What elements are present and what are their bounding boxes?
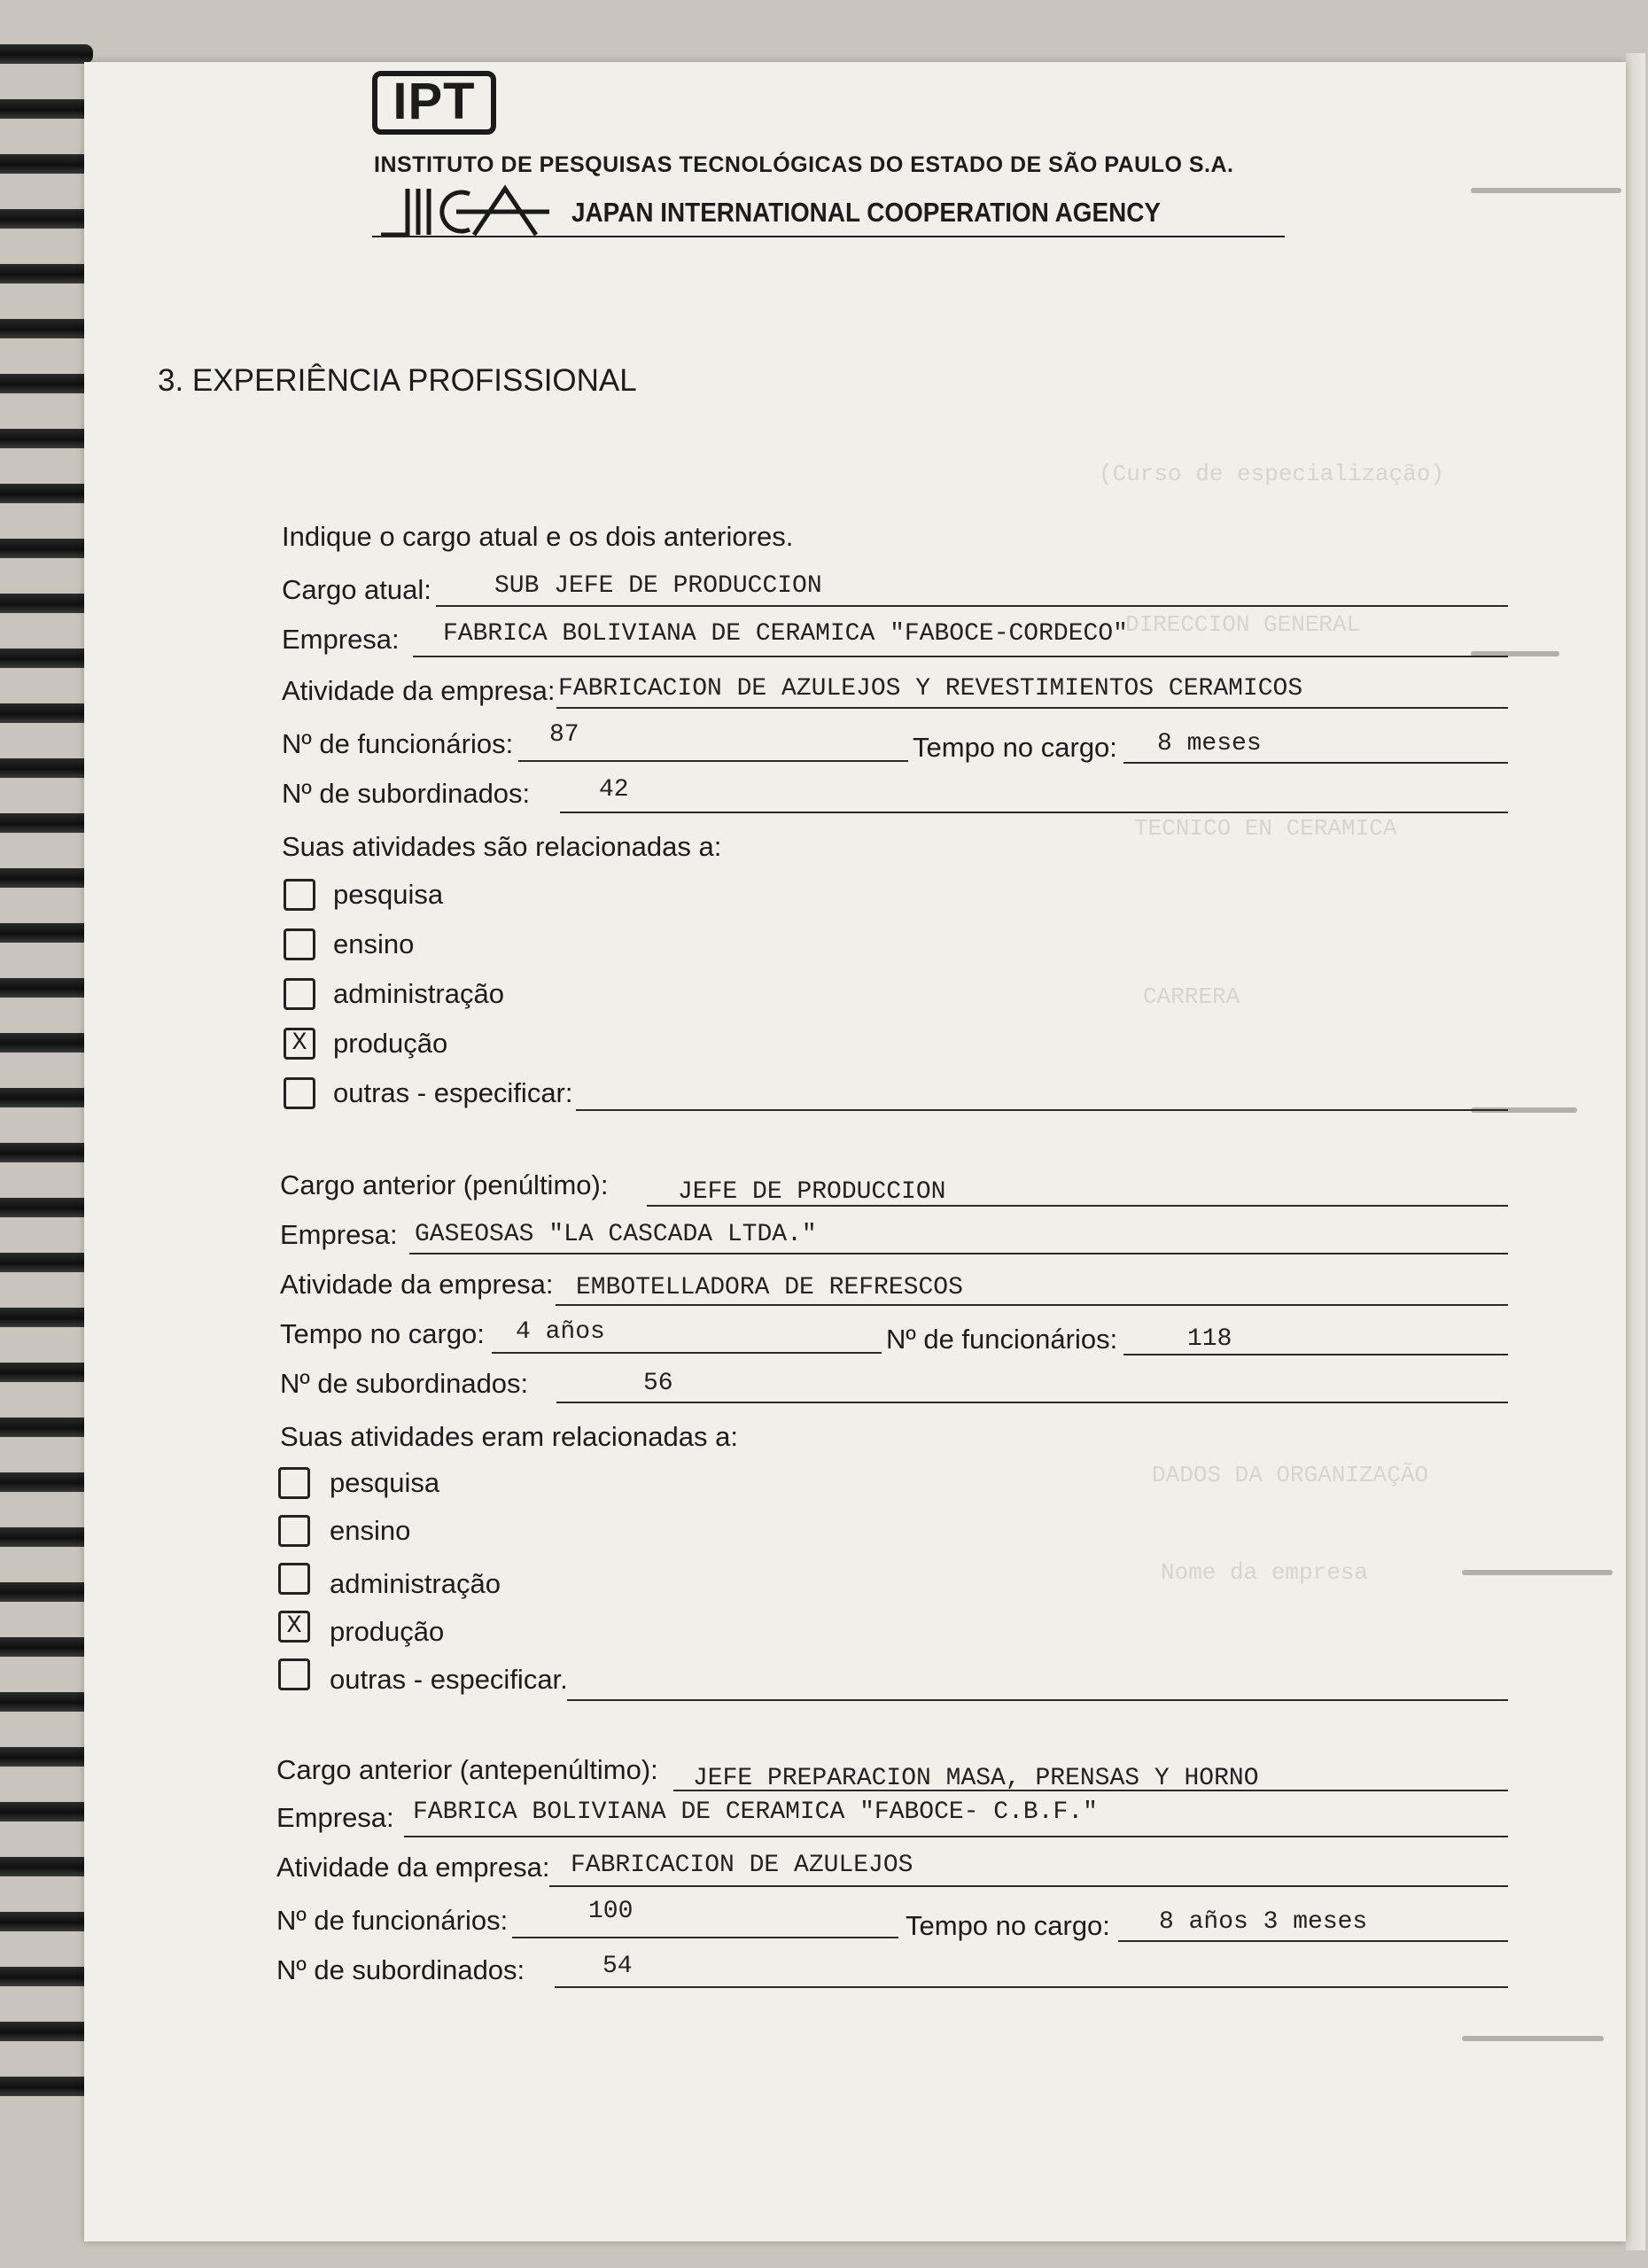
cargo-atual-label: Cargo atual: xyxy=(282,574,431,605)
checkbox-outras[interactable] xyxy=(284,1077,315,1109)
tempo-antepenultimo-label: Tempo no cargo: xyxy=(906,1910,1110,1941)
atividade-penultimo-value[interactable]: EMBOTELLADORA DE REFRESCOS xyxy=(576,1274,963,1301)
checkbox-label: outras - especificar: xyxy=(333,1077,573,1108)
atividades-label: Suas atividades são relacionadas a: xyxy=(282,831,722,862)
funcionarios-label: Nº de funcionários: xyxy=(282,728,514,759)
empresa-penultimo-value[interactable]: GASEOSAS "LA CASCADA LTDA." xyxy=(415,1221,817,1248)
outras-line xyxy=(576,1109,1508,1111)
header-rule xyxy=(372,236,1285,237)
funcionarios-antepenultimo-label: Nº de funcionários: xyxy=(276,1905,509,1936)
atividade-penultimo-line xyxy=(556,1304,1508,1306)
checkbox-label: outras - especificar. xyxy=(330,1664,568,1695)
empresa-penultimo-line xyxy=(409,1253,1508,1254)
atividade-label: Atividade da empresa: xyxy=(282,675,556,706)
ipt-logo: IPT xyxy=(372,71,496,135)
subordinados-label: Nº de subordinados: xyxy=(282,778,531,809)
section-title: 3. EXPERIÊNCIA PROFISSIONAL xyxy=(158,363,637,398)
subordinados-penultimo-line xyxy=(556,1402,1508,1403)
checkbox-producao[interactable]: X xyxy=(284,1028,315,1060)
atividade-antepenultimo-value[interactable]: FABRICACION DE AZULEJOS xyxy=(571,1852,913,1879)
funcionarios-line xyxy=(518,760,908,762)
subordinados-penultimo-label: Nº de subordinados: xyxy=(280,1368,529,1399)
subordinados-value[interactable]: 42 xyxy=(599,776,629,804)
checkbox-outras-penultimo[interactable] xyxy=(278,1658,310,1690)
funcionarios-antepenultimo-line xyxy=(512,1937,898,1938)
funcionarios-penultimo-label: Nº de funcionários: xyxy=(886,1324,1118,1355)
funcionarios-value[interactable]: 87 xyxy=(549,721,579,749)
subordinados-antepenultimo-label: Nº de subordinados: xyxy=(276,1954,525,1985)
subordinados-penultimo-value[interactable]: 56 xyxy=(643,1370,673,1397)
subordinados-antepenultimo-value[interactable]: 54 xyxy=(602,1953,633,1980)
atividade-value[interactable]: FABRICACION DE AZULEJOS Y REVESTIMIENTOS CERAMICOS xyxy=(558,675,1303,703)
atividade-antepenultimo-label: Atividade da empresa: xyxy=(276,1852,550,1883)
checkbox-ensino-penultimo[interactable] xyxy=(278,1515,310,1547)
checkbox-producao-penultimo[interactable]: X xyxy=(278,1611,310,1643)
checkbox-pesquisa-penultimo[interactable] xyxy=(278,1467,310,1499)
cargo-antepenultimo-label: Cargo anterior (antepenúltimo): xyxy=(276,1754,658,1785)
spiral-binding xyxy=(0,35,97,2197)
checkbox-label: ensino xyxy=(330,1515,411,1546)
empresa-antepenultimo-value[interactable]: FABRICA BOLIVIANA DE CERAMICA "FABOCE- C.B.F." xyxy=(413,1798,1098,1826)
cargo-atual-line xyxy=(436,605,1508,607)
agency-name: JAPAN INTERNATIONAL COOPERATION AGENCY xyxy=(571,197,1161,228)
tempo-label: Tempo no cargo: xyxy=(913,732,1117,763)
intro-text: Indique o cargo atual e os dois anteriores. xyxy=(282,521,794,552)
cargo-penultimo-value[interactable]: JEFE DE PRODUCCION xyxy=(678,1178,946,1206)
empresa-antepenultimo-label: Empresa: xyxy=(276,1802,394,1833)
checkbox-label: administração xyxy=(330,1568,501,1599)
atividades-penultimo-label: Suas atividades eram relacionadas a: xyxy=(280,1421,738,1452)
tempo-antepenultimo-line xyxy=(1118,1940,1508,1942)
empresa-label: Empresa: xyxy=(282,624,400,655)
checkbox-label: administração xyxy=(333,978,504,1009)
subordinados-line xyxy=(560,812,1508,813)
tempo-value[interactable]: 8 meses xyxy=(1157,730,1262,757)
checkbox-label: pesquisa xyxy=(330,1467,440,1498)
atividade-antepenultimo-line xyxy=(549,1885,1508,1887)
checkbox-administracao-penultimo[interactable] xyxy=(278,1563,310,1595)
tempo-line xyxy=(1123,762,1508,764)
funcionarios-penultimo-line xyxy=(1123,1354,1508,1355)
page-stack-edge xyxy=(1626,53,1645,2250)
cargo-antepenultimo-value[interactable]: JEFE PREPARACION MASA, PRENSAS Y HORNO xyxy=(693,1765,1259,1792)
empresa-penultimo-label: Empresa: xyxy=(280,1219,398,1250)
checkbox-ensino[interactable] xyxy=(284,928,315,960)
institute-name: INSTITUTO DE PESQUISAS TECNOLÓGICAS DO ESTADO DE SÃO PAULO S.A. xyxy=(374,152,1234,177)
checkbox-label: ensino xyxy=(333,928,415,959)
empresa-value[interactable]: FABRICA BOLIVIANA DE CERAMICA "FABOCE-CORDECO" xyxy=(443,620,1128,648)
tempo-penultimo-value[interactable]: 4 años xyxy=(516,1318,605,1346)
funcionarios-penultimo-value[interactable]: 118 xyxy=(1187,1325,1232,1353)
tempo-penultimo-line xyxy=(492,1352,882,1354)
atividade-line xyxy=(556,707,1508,709)
cargo-atual-value[interactable]: SUB JEFE DE PRODUCCION xyxy=(494,572,822,600)
tempo-penultimo-label: Tempo no cargo: xyxy=(280,1318,485,1349)
checkbox-pesquisa[interactable] xyxy=(284,879,315,911)
subordinados-antepenultimo-line xyxy=(555,1986,1508,1988)
empresa-line xyxy=(413,656,1508,657)
outras-penultimo-line xyxy=(567,1699,1508,1701)
atividade-penultimo-label: Atividade da empresa: xyxy=(280,1269,554,1300)
checkbox-label: pesquisa xyxy=(333,879,444,910)
empresa-antepenultimo-line xyxy=(404,1836,1508,1837)
jica-logo xyxy=(372,182,558,244)
funcionarios-antepenultimo-value[interactable]: 100 xyxy=(588,1898,634,1925)
checkbox-label: produção xyxy=(330,1616,445,1647)
checkbox-administracao[interactable] xyxy=(284,978,315,1010)
checkbox-label: produção xyxy=(333,1028,448,1059)
cargo-penultimo-label: Cargo anterior (penúltimo): xyxy=(280,1169,609,1200)
tempo-antepenultimo-value[interactable]: 8 años 3 meses xyxy=(1159,1908,1368,1936)
